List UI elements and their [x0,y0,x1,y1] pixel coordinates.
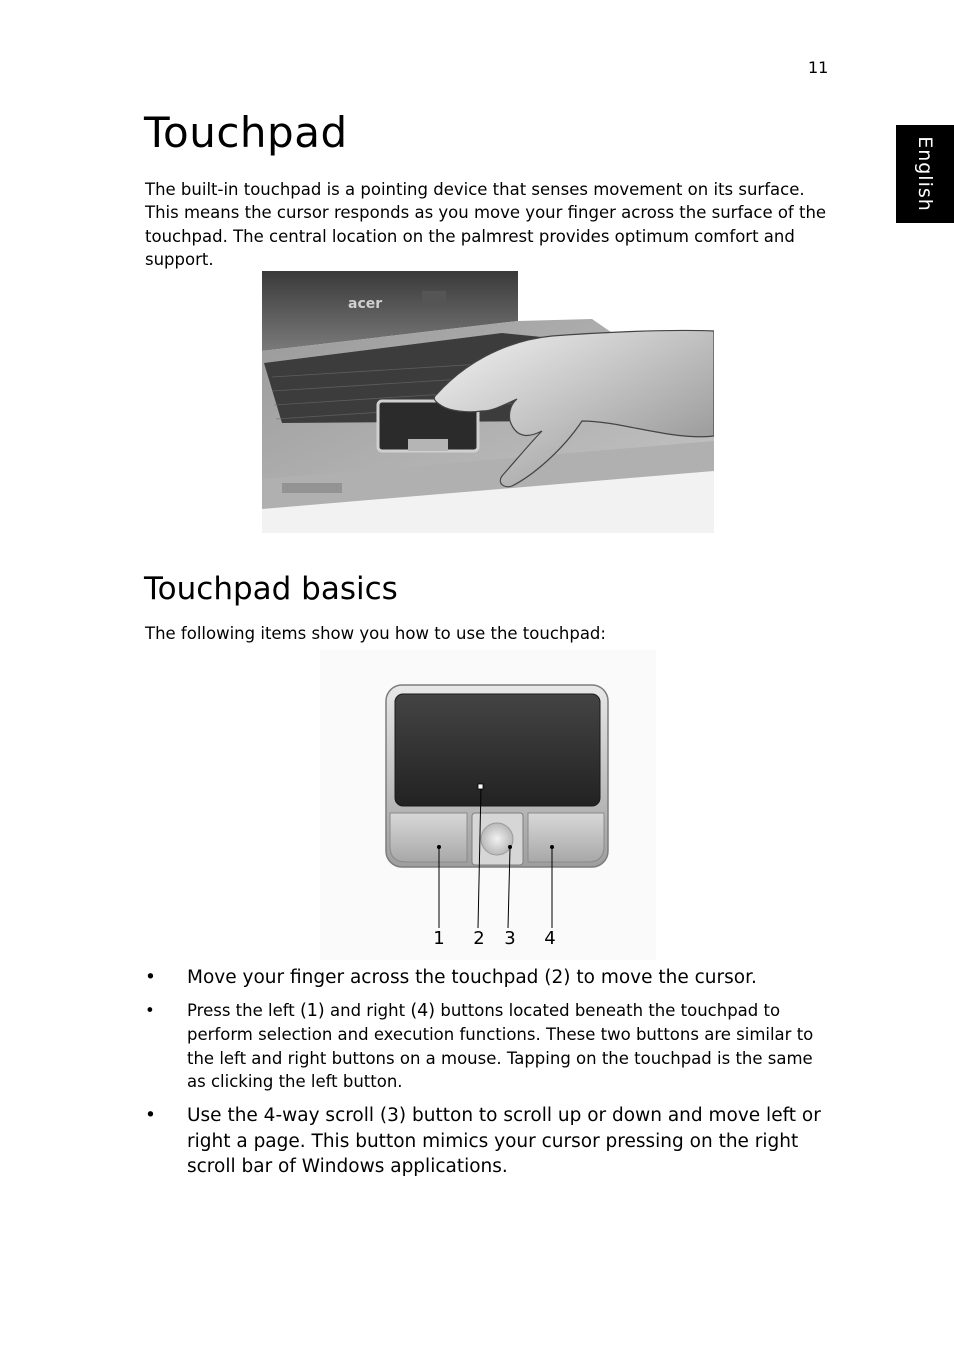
lead-paragraph: The following items show you how to use the touchpad: [145,624,606,643]
callout-left-button: 1 [433,928,445,949]
bullet-scroll-button [145,1103,835,1180]
usage-bullet-list [145,964,835,1180]
bullet-move-cursor [145,964,835,991]
reference-number: (3) [379,1105,407,1127]
language-side-tab [896,125,954,223]
scroll-button [481,823,513,855]
bullet-marker: • [145,1001,155,1020]
bullet-text: and right [324,1001,411,1020]
reference-number: (4) [410,1001,436,1021]
bullet-left-right-buttons [145,999,835,1093]
intro-paragraph: The built-in touchpad is a pointing device that senses movement on its surface. This means the cursor responds as you move your finger across the surface of the touchpad. The central location on the palmrest provides optimum comfort and support. [145,180,827,269]
side-tab-label: English [914,136,937,212]
bullet-text: Move your finger across the touchpad [187,967,545,988]
bullet-text: buttons located beneath the touchpad to perform selection and execution functions. These two buttons are similar to the left and right buttons on a mouse. Tapping on the touchpad is the same as clicking the left button. [187,1001,814,1091]
callout-scroll-button: 3 [504,928,516,949]
callout-touchpad: 2 [473,928,485,949]
bullet-text: Use the 4-way scroll [187,1105,380,1127]
reference-number: (1) [299,1001,325,1021]
page-title: Touchpad [144,108,348,157]
reference-number: (2) [544,967,571,988]
bullet-text: to move the cursor. [570,967,757,988]
callout-right-button: 4 [544,928,556,949]
bullet-marker: • [145,967,156,988]
bullet-marker: • [145,1105,156,1127]
bullet-text: Press the left [187,1001,300,1020]
section-heading-touchpad-basics: Touchpad basics [144,571,398,607]
laptop-touchpad-photo [262,271,714,533]
acer-logo: acer [348,296,383,312]
touchpad-diagram [320,650,656,960]
right-button [528,813,604,862]
bullet-text: button to scroll up or down and move left or right a page. This button mimics your cursor pressing on the right scroll bar of Windows applications. [187,1105,821,1178]
page-number: 11 [808,58,829,77]
left-button [390,813,467,862]
